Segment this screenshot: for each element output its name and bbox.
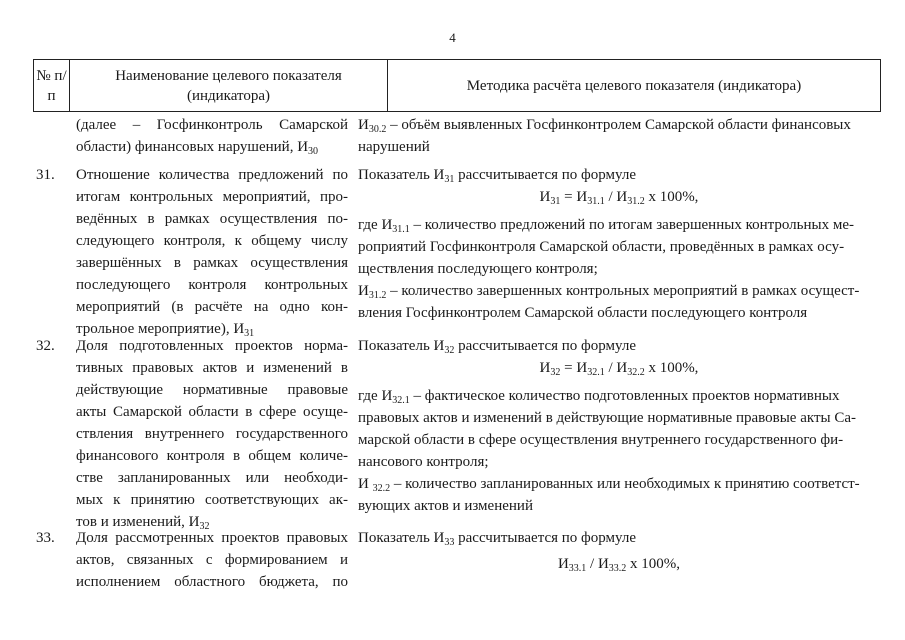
page-number: 4	[449, 30, 456, 45]
table-header	[33, 59, 881, 112]
header-col-method: Методика расчёта целевого показателя (индикатора)	[466, 77, 802, 94]
row-31-name: Отношение количества предложений по итогам контрольных мероприятий, про- ведённых в рамках осуществления по- следующего контроля, к общему числу завершённых в рамках осуществления последующего контроля контрольных мероприятий (в расчёте на одно кон- трольное мероприятие), $И_{31}$	[76, 167, 348, 339]
row-33-number: 33.	[36, 530, 55, 546]
row-33-method: Показатель $И_{33}$ рассчитывается по формуле $И_{33.1} / И_{33.2}$ х 100%,	[358, 527, 880, 575]
header-col-number: № п/п	[34, 60, 70, 111]
row-31-method: Показатель $И_{31}$ рассчитывается по формуле $И_{31} = И_{31.1} / И_{31.2}$ х 100%, где $И_{31.1}$ – количество предложений по итогам завершенных контрольных ме- роприятий Госфинконтроля Самарской области, проведённых в рамках осу- ществления последующего контроля; $И_{31.2}$ – количество завершенных контрольных мероприятий в рамках осущест- вления Госфинконтролем Самарской области последующего контроля	[358, 164, 880, 324]
row-32-method: Показатель $И_{32}$ рассчитывается по формуле $И_{32} = И_{32.1} / И_{32.2}$ х 100%, где $И_{32.1}$ – фактическое количество подготовленных проектов нормативных правовых актов и изменений в действующие нормативные правовые акты Са- марской области в сфере осуществления внутреннего государственного фи- нансового контроля; И $_{32.2}$ – количество запланированных или необходимых к принятию соответст- вующих актов и изменений	[358, 335, 880, 517]
header-col-name: Наименование целевого показателя (индикатора)	[70, 60, 388, 111]
row-33-formula: $И_{33.1} / И_{33.2}$ х 100%,	[557, 556, 681, 574]
row-31-formula: $И_{31} = И_{31.1} / И_{31.2}$ х 100%,	[539, 189, 699, 207]
row-30-method: $И_{30.2}$ – объём выявленных Госфинконтролем Самарской области финансовых нарушений	[358, 117, 851, 155]
row-32-name: Доля подготовленных проектов норма- тивных правовых актов и изменений в действующие нормативные правовые акты Самарской области в сфере осуще- ствления внутреннего государственного финансового контроля в общем количе- стве запланированных или необходи- мых к принятию соответствующих ак- тов и изменений, $И_{32}$	[76, 338, 348, 532]
row-32-number: 32.	[36, 338, 55, 354]
row-31-number: 31.	[36, 167, 55, 183]
row-32-formula: $И_{32} = И_{32.1} / И_{32.2}$ х 100%,	[539, 360, 699, 378]
row-30-name: (далее – Госфинконтроль Самарской области) финансовых нарушений, $И_{30}$	[76, 117, 348, 157]
row-33-name: Доля рассмотренных проектов правовых актов, связанных с формированием и исполнением областного бюджета, по	[76, 530, 348, 590]
